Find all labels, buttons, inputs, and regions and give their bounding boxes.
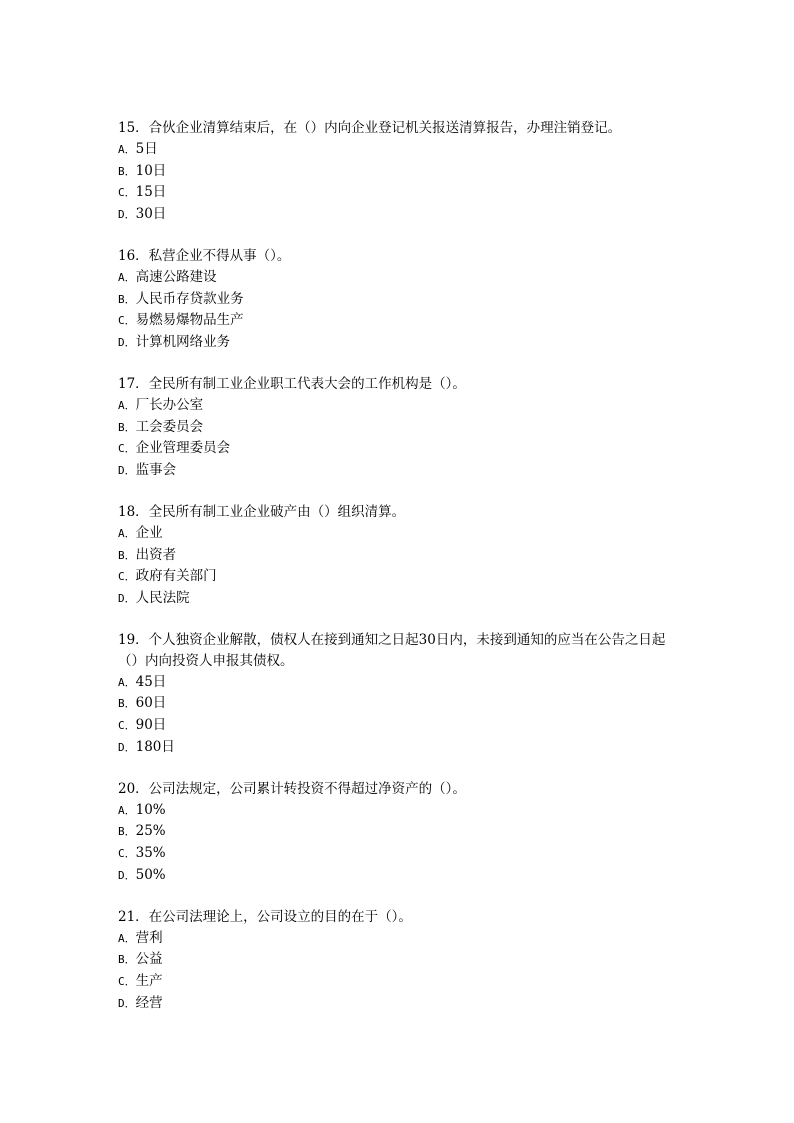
option-c <box>118 715 678 737</box>
option-text: 企业 <box>135 524 163 541</box>
option-b <box>118 949 678 971</box>
option-letter: A． <box>118 931 136 945</box>
option-text: 25% <box>135 823 166 840</box>
option-a <box>118 928 678 950</box>
option-d <box>118 460 678 482</box>
option-text: 企业管理委员会 <box>135 440 231 457</box>
option-text: 政府有关部门 <box>135 568 217 585</box>
option-d <box>118 993 678 1015</box>
option-list <box>118 928 678 1015</box>
option-b <box>118 161 678 183</box>
option-text: 35% <box>135 845 166 862</box>
option-d <box>118 204 678 226</box>
option-d <box>118 332 678 354</box>
option-list <box>118 139 678 226</box>
option-b <box>118 821 678 843</box>
option-text: 30日 <box>135 206 167 223</box>
option-text: 公益 <box>135 951 163 968</box>
option-letter: C． <box>118 847 136 861</box>
question-text: 15．合伙企业清算结束后，在（）内向企业登记机关报送清算报告，办理注销登记。 <box>118 120 622 136</box>
option-list <box>118 523 678 610</box>
option-text: 15日 <box>135 184 167 201</box>
option-letter: C． <box>118 719 136 733</box>
option-c <box>118 438 678 460</box>
option-list <box>118 267 678 354</box>
option-text: 90日 <box>135 717 167 734</box>
option-letter: B． <box>118 420 136 434</box>
option-letter: B． <box>118 825 136 839</box>
question-17 <box>118 374 678 482</box>
option-c <box>118 310 678 332</box>
question-18 <box>118 502 678 610</box>
question-text: 16．私营企业不得从事（）。 <box>118 247 291 264</box>
option-letter: D． <box>118 868 136 882</box>
option-text: 10% <box>135 801 166 818</box>
question-16 <box>118 246 678 354</box>
option-c <box>118 182 678 204</box>
option-text: 计算机网络业务 <box>135 334 231 351</box>
option-c <box>118 566 678 588</box>
option-text: 人民币存贷款业务 <box>135 290 244 307</box>
document-page <box>118 118 678 1035</box>
option-letter: B． <box>118 292 136 306</box>
option-letter: D． <box>118 740 136 754</box>
question-21 <box>118 907 678 1015</box>
option-text: 高速公路建设 <box>135 268 217 285</box>
option-letter: B． <box>118 548 136 562</box>
option-text: 出资者 <box>135 546 177 563</box>
question-15 <box>118 118 678 226</box>
option-d <box>118 588 678 610</box>
option-letter: C． <box>118 186 136 200</box>
option-text: 180日 <box>135 738 175 755</box>
option-d <box>118 865 678 887</box>
option-text: 经营 <box>135 994 163 1011</box>
question-text: 18．全民所有制工业企业破产由（）组织清算。 <box>118 503 406 520</box>
option-letter: B． <box>118 164 136 178</box>
question-19 <box>118 630 678 759</box>
option-letter: A． <box>118 803 136 817</box>
option-a <box>118 267 678 289</box>
option-letter: D． <box>118 208 136 222</box>
option-b <box>118 545 678 567</box>
option-letter: C． <box>118 314 136 328</box>
option-b <box>118 417 678 439</box>
option-letter: D． <box>118 996 136 1010</box>
option-text: 5日 <box>135 140 158 157</box>
option-text: 10日 <box>135 162 167 179</box>
option-c <box>118 843 678 865</box>
option-letter: C． <box>118 975 136 989</box>
question-text: 20．公司法规定，公司累计转投资不得超过净资产的（）。 <box>118 780 466 797</box>
option-letter: A． <box>118 398 136 412</box>
question-20 <box>118 779 678 887</box>
option-list <box>118 800 678 887</box>
option-list <box>118 672 678 759</box>
option-a <box>118 395 678 417</box>
option-text: 50% <box>135 866 166 883</box>
option-list <box>118 395 678 482</box>
option-letter: D． <box>118 336 136 350</box>
option-a <box>118 800 678 822</box>
option-letter: A． <box>118 142 136 156</box>
option-b <box>118 693 678 715</box>
option-d <box>118 737 678 759</box>
question-text: 17．全民所有制工业企业职工代表大会的工作机构是（）。 <box>118 375 466 392</box>
option-c <box>118 971 678 993</box>
option-letter: A． <box>118 526 136 540</box>
option-letter: C． <box>118 442 136 456</box>
option-letter: D． <box>118 592 136 606</box>
option-text: 监事会 <box>135 462 177 479</box>
option-text: 人民法院 <box>135 590 190 607</box>
option-letter: C． <box>118 570 136 584</box>
option-letter: B． <box>118 953 136 967</box>
option-a <box>118 672 678 694</box>
option-text: 45日 <box>135 673 167 690</box>
option-text: 60日 <box>135 695 167 712</box>
option-text: 工会委员会 <box>135 418 204 435</box>
option-letter: D． <box>118 464 136 478</box>
option-b <box>118 289 678 311</box>
question-text: 19．个人独资企业解散，债权人在接到通知之日起30日内，未接到通知的应当在公告之日起（）内向投资人申报其债权。 <box>118 631 666 669</box>
option-text: 生产 <box>135 973 163 990</box>
option-text: 营利 <box>135 929 163 946</box>
option-text: 易燃易爆物品生产 <box>135 312 244 329</box>
option-letter: A． <box>118 675 136 689</box>
option-letter: A． <box>118 270 136 284</box>
option-a <box>118 523 678 545</box>
option-text: 厂长办公室 <box>135 396 204 413</box>
option-letter: B． <box>118 697 136 711</box>
question-text: 21．在公司法理论上，公司设立的目的在于（）。 <box>118 908 412 925</box>
option-a <box>118 139 678 161</box>
